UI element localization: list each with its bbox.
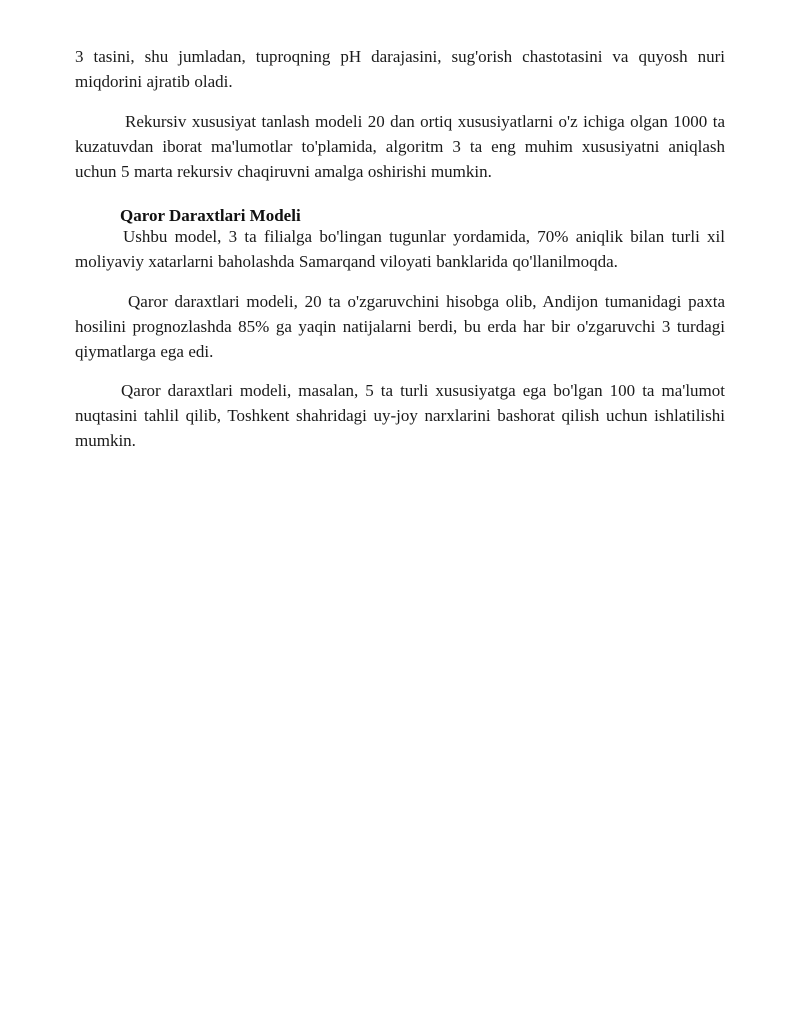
paragraph-recursive-feature-selection: Rekursiv xususiyat tanlash modeli 20 dan ortiq xususiyatlarni o'z ichiga olgan 1000 ta kuzatuvdan iborat ma'lumotlar to'plamida, algoritm 3 ta eng muhim xususiyatni aniqlash uchun 5 marta rekursiv chaqiruvni amalga oshirishi mumkin.: [75, 112, 725, 181]
paragraph-cotton-yield: Qaror daraxtlari modeli, 20 ta o'zgaruvchini hisobga olib, Andijon tumanidagi paxta hosilini prognozlashda 85% ga yaqin natijalarni berdi, bu erda har bir o'zgaruvchi 3 turdagi qiymatlarga ega edi.: [75, 292, 725, 361]
section-heading: Qaror Daraxtlari Modeli: [120, 206, 301, 225]
paragraph-bank-risk: Ushbu model, 3 ta filialga bo'lingan tugunlar yordamida, 70% aniqlik bilan turli xil moliyaviy xatarlarni baholashda Samarqand viloyati banklarida qo'llanilmoqda.: [75, 227, 725, 271]
paragraph-continuation: 3 tasini, shu jumladan, tuproqning pH darajasini, sug'orish chastotasini va quyosh nuri miqdorini ajratib oladi.: [75, 47, 725, 91]
paragraph-housing-prices: Qaror daraxtlari modeli, masalan, 5 ta turli xususiyatga ega bo'lgan 100 ta ma'lumot nuqtasini tahlil qilib, Toshkent shahridagi uy-joy narxlarini bashorat qilish uchun ishlatilishi mumkin.: [75, 381, 725, 450]
